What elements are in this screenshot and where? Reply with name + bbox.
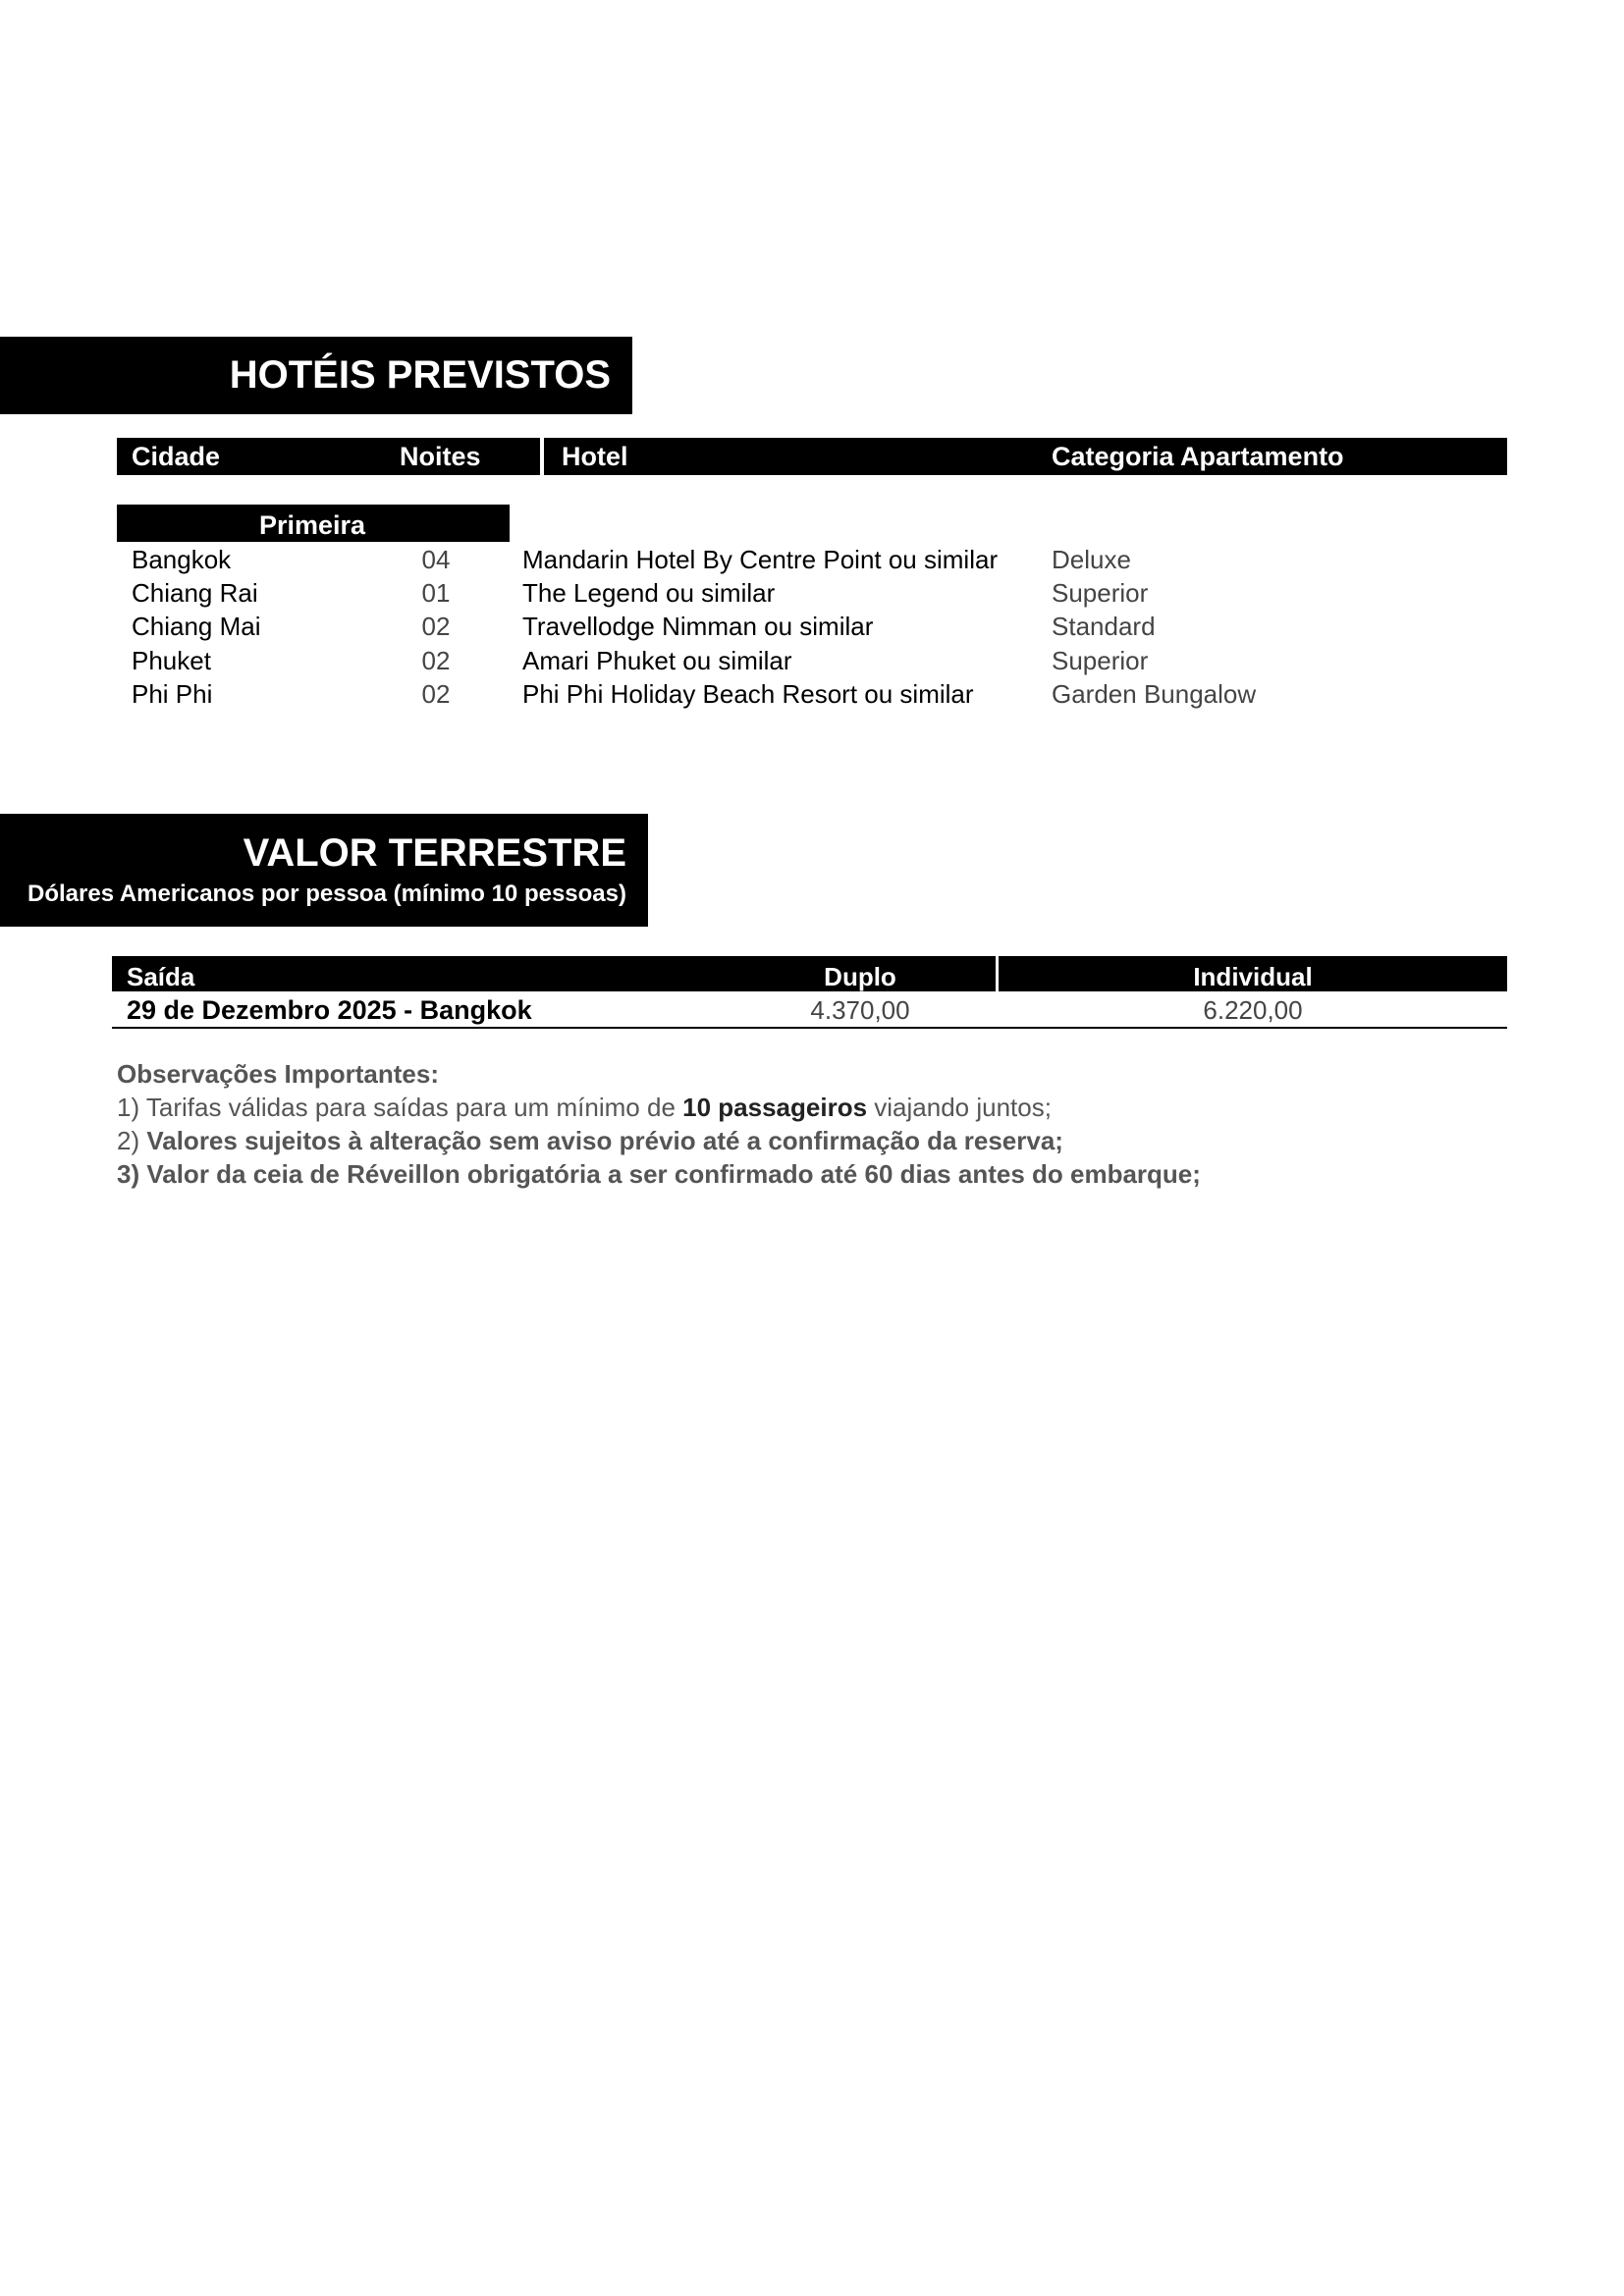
cell-noites: 02 [421,679,451,709]
column-header-categoria: Categoria Apartamento [1025,438,1507,475]
observacao-text: viajando juntos; [867,1093,1052,1122]
valor-section-title: VALOR TERRESTRE [243,831,626,875]
table-row [0,543,1624,576]
table-row [0,576,1624,610]
cell-hotel: The Legend ou similar [522,578,776,608]
cell-noites: 02 [421,612,451,641]
observacao-item-3: 3) Valor da ceia de Réveillon obrigatória a ser confirmado até 60 dias antes do embarque; [117,1159,1201,1189]
observacao-emphasis: 10 passageiros [682,1093,868,1122]
cell-categoria: Superior [1052,646,1149,675]
cell-categoria: Superior [1052,578,1149,608]
column-header-saida: Saída [112,956,725,991]
cell-hotel: Phi Phi Holiday Beach Resort ou similar [522,679,974,709]
table-row [112,991,1507,1029]
table-row [0,610,1624,643]
cell-noites: 01 [421,578,451,608]
hoteis-section-title: HOTÉIS PREVISTOS [0,337,632,414]
table-row [0,644,1624,677]
observacoes-title: Observações Importantes: [117,1059,440,1089]
cell-cidade: Phi Phi [132,679,213,709]
cell-cidade: Phuket [132,646,211,675]
observacao-item-2 [117,1124,1063,1157]
table-row [0,677,1624,711]
valor-section-subtitle: Dólares Americanos por pessoa (mínimo 10 pessoas) [27,881,626,907]
column-header-individual: Individual [999,956,1507,991]
cell-duplo: 4.370,00 [810,995,910,1025]
observacao-text: 1) Tarifas válidas para saídas para um mínimo de [117,1093,683,1122]
cell-hotel: Travellodge Nimman ou similar [522,612,874,641]
category-divider [508,505,510,542]
cell-categoria: Deluxe [1052,545,1131,574]
cell-noites: 04 [421,545,451,574]
cell-categoria: Garden Bungalow [1052,679,1257,709]
category-label: Primeira [117,505,508,542]
valor-section-banner [0,814,648,927]
cell-hotel: Mandarin Hotel By Centre Point ou similar [522,545,999,574]
cell-saida: 29 de Dezembro 2025 - Bangkok [127,995,532,1025]
observacao-text: 2) [117,1126,147,1155]
cell-cidade: Bangkok [132,545,232,574]
cell-noites: 02 [421,646,451,675]
observacao-item-1 [117,1091,1052,1124]
cell-hotel: Amari Phuket ou similar [522,646,792,675]
column-header-duplo: Duplo [725,956,996,991]
cell-categoria: Standard [1052,612,1156,641]
cell-cidade: Chiang Mai [132,612,261,641]
column-header-cidade: Cidade [117,438,388,475]
column-header-noites: Noites [388,438,540,475]
observacao-emphasis: Valores sujeitos à alteração sem aviso prévio até a confirmação da reserva; [146,1126,1063,1155]
column-header-hotel: Hotel [544,438,1025,475]
cell-cidade: Chiang Rai [132,578,258,608]
cell-individual: 6.220,00 [1203,995,1303,1025]
